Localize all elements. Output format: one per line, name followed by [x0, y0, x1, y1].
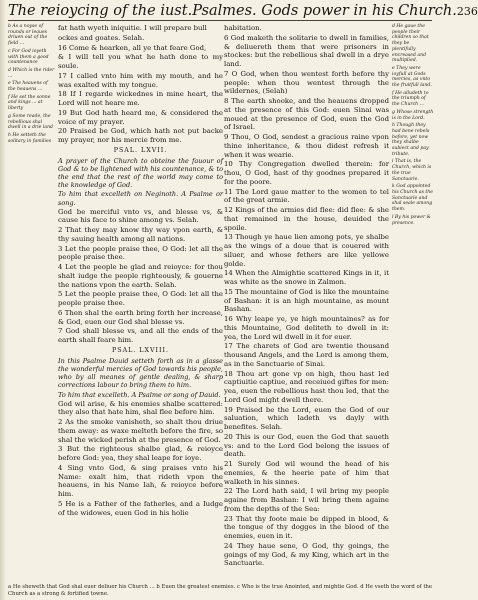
margin-note: i That is, the Church, which is the true Sanctuarie. [392, 159, 432, 182]
verse: 2 That they may know thy way vpon earth, & thy sauing health among all nations. [58, 226, 223, 243]
margin-note: h He setteth the solitary in families [8, 132, 52, 144]
verse: fat hath wyeth iniquitie. I will prepare bull [58, 24, 207, 32]
verse: 4 Let the people be glad and reioyce: for thou shalt iudge the people righteously, & gouerne the nations vpon the earth. Selah. [58, 263, 223, 289]
verse: 20 This is our God, euen the God that saueth vs: and to the Lord God belong the issues of death. [224, 432, 389, 459]
verse: 16 Come & hearken, all ye that feare God, [58, 43, 207, 52]
verse: 5 Let the people praise thee, O God: let all the people praise thee. [58, 290, 223, 308]
verse: 11 The Lord gaue matter to the women to tel of the great armie. [224, 187, 389, 205]
verse: 13 Though ye haue lien among pots, ye shalbe as the wings of a doue that is couered with siluer, and whose fethers are like yellowe golde. [224, 233, 389, 268]
verse: 3 But the righteous shalbe glad, & reioyce before God: yea, they shal leape for ioye. [58, 445, 223, 463]
verse: 22 The Lord hath said, I wil bring my people againe from Bashan: I wil bring them againe from the depths of the Sea: [224, 487, 389, 513]
verse: 24 They haue sene, O God, thy goings, the goings of my God, & my King, which art in the Sanctuarie. [224, 541, 389, 568]
verse: 7 O God, when thou wentest forth before thy people: when thou wentest through the wildernes, (Selah) [224, 69, 389, 96]
superscription: To him that excelleth on Neginoth. A Psalme or song. [58, 190, 223, 207]
left-margin-notes [8, 24, 56, 146]
verse: 23 That thy foote maie be dipped in blood, & the tongue of thy dogges in the blood of the enemies, euen in it. [224, 514, 389, 540]
verse: 19 Praised be the Lord, euen the God of our saluation, which ladeth vs dayly with benefites. Selah. [224, 405, 389, 431]
margin-note: h Though they had bene rebels before, yet now they shalbe subiect and pay tribute. [392, 123, 430, 157]
verse: 17 The charets of God are twentie thousand thousand Angels, and the Lord is among them, as in the Sanctuarie of Sinai. [224, 342, 389, 368]
margin-note: e The heauens of the heauens ... [8, 81, 48, 93]
verse: 17 I called vnto him with my mouth, and he was exalted with my tongue. [58, 71, 223, 89]
verse: 14 When the Almightie scattered Kings in it, it was white as the snowe in Zalmon. [224, 269, 389, 286]
margin-note: e They were ioyfull at Gods mercies, as vnto the fruitfull land. [392, 65, 432, 89]
footnotes: a He sheweth that God shal euer deliuer his Church ... b Euen the greatest enemies. c Who is the true Anointed, and mightie God. d He vseth the word of the Church as a strong & fortified towne. [8, 584, 432, 597]
verse: God wil arise, & his enemies shalbe scattered: they also that hate him, shal flee before him. [58, 399, 223, 417]
psalm-heading: PSAL. LXVII. [113, 146, 168, 154]
psalm-argument: In this Psalme Dauid setteth forth as in a glasse the wonderful mercies of God towards his people, who by all meanes of gentle dealing, & sharp corrections labour to bring them to him. [58, 356, 223, 390]
psalm-argument: A prayer of the Church to obteine the fauour of God & to be lightened with his countenance, & to the end that the rest of the world may come to the knowledge of God. [58, 156, 223, 190]
running-header [8, 2, 478, 20]
verse: 16 Why leape ye, ye high mountaines? as for this Mountaine, God deliteth to dwell in it: yea, the Lord wil dwell in it for euer. [224, 315, 389, 341]
margin-note: g Some reade, the rebellious shal dwell in a drie land [8, 113, 53, 131]
margin-note: f He set the sonne and kings ... at liberty [8, 94, 51, 112]
left-text-column [58, 24, 223, 518]
margin-note: f He alludeth to the triumph of the Church ... [392, 90, 429, 108]
header-rule [8, 20, 432, 21]
verse: 6 God maketh the solitarie to dwell in families, & deliuereth them that were prisoners in stockes: but the rebellious shal dwell in a drye land. [224, 33, 389, 68]
margin-note: d Which is the rider ... [8, 67, 55, 79]
margin-note: l By his power & presence. [392, 214, 431, 226]
verse: God be merciful vnto vs, and blesse vs, & cause his face to shine among vs. Selah. [58, 207, 223, 225]
verse: 4 Sing vnto God, & sing praises vnto his Name: exalt him, that rideth vpon the heauens, in his Name Iah, & reioyce before him. [58, 463, 223, 499]
verse: 5 He is a Father of the fatherles, and a Iudge of the widowes, euen God in his holie [58, 499, 223, 517]
verse: 19 But God hath heard me, & considered the voice of my prayer. [58, 108, 223, 126]
header-center-title: Psalmes. Gods power in his Church. [192, 3, 457, 19]
verse: 20 Praised be God, which hath not put backe my prayer, nor his mercie from me. [58, 127, 223, 144]
margin-note: b As a noyse of rounds or leaues driuen out of the field ... [8, 24, 48, 47]
right-margin-notes [392, 24, 434, 228]
verse: 7 God shall blesse vs, and all the ends of the earth shall feare him. [58, 327, 223, 345]
right-text-column [224, 24, 389, 569]
verse: 21 Surely God wil wound the head of his enemies, & the heerie pate of him that walketh in his sinnes. [224, 460, 389, 486]
verse: 9 Thou, O God, sendest a gracious raine vpon thine inheritance, & thou didest refresh it when it was wearie. [224, 133, 389, 159]
verse: habitation. [224, 24, 262, 32]
margin-note: g Whose strength is in the Lord. [392, 109, 434, 121]
verse: 12 Kings of the armies did flee: did flee: & she that remained in the house, deuided the spoile. [224, 206, 389, 232]
margin-note: c For God ioyeth with them a good countenance [8, 48, 49, 66]
psalm-heading: PSAL. LXVIII. [112, 346, 169, 354]
verse: 18 If I regarde wickednes in mine heart, the Lord will not heare me. [58, 90, 223, 107]
folio-number: 236 [456, 5, 478, 18]
verse: ockes and goates. Selah. [58, 33, 145, 42]
verse: 6 Then shal the earth bring forth her increase, & God, euen our God shal blesse vs. [58, 308, 223, 326]
binding-shadow [0, 0, 6, 600]
header-left-title: The reioycing of the iust. [8, 3, 193, 19]
margin-note: d He gaue the people their children so that they be plentifully encreased and multiplied. [392, 24, 429, 64]
verse: 8 The earth shooke, and the heauens dropped at the presence of this God: euen Sinai was moued at the presence of God, euen the God of Israel. [224, 97, 389, 132]
verse: 3 Let the people praise thee, O God: let all the people praise thee. [58, 244, 223, 262]
verse: 15 The mountaine of God is like the mountaine of Bashan: it is an high mountaine, as mount Bashan. [224, 287, 389, 314]
verse: 2 As the smoke vanisheth, so shalt thou driue them away: as waxe melteth before the fire, so shal the wicked perish at the presence of God. [58, 418, 223, 444]
verse: 10 Thy Congregation dwelled therein: for thou, O God, hast of thy goodnes prepared it for the poore. [224, 160, 389, 186]
superscription: To him that excelleth. A Psalme or song of Dauid. [58, 390, 221, 399]
verse: 18 Thou art gone vp on high, thou hast led captiuitie captiue, and receiued giftes for men: yea, euen the rebellious hast thou led, that the Lord God might dwell there. [224, 369, 389, 404]
margin-note: k God appointed his Church as the Sanctuarie and shal seale among them. [392, 184, 433, 213]
verse: & I will tell you what he hath done to my soule. [58, 53, 223, 70]
